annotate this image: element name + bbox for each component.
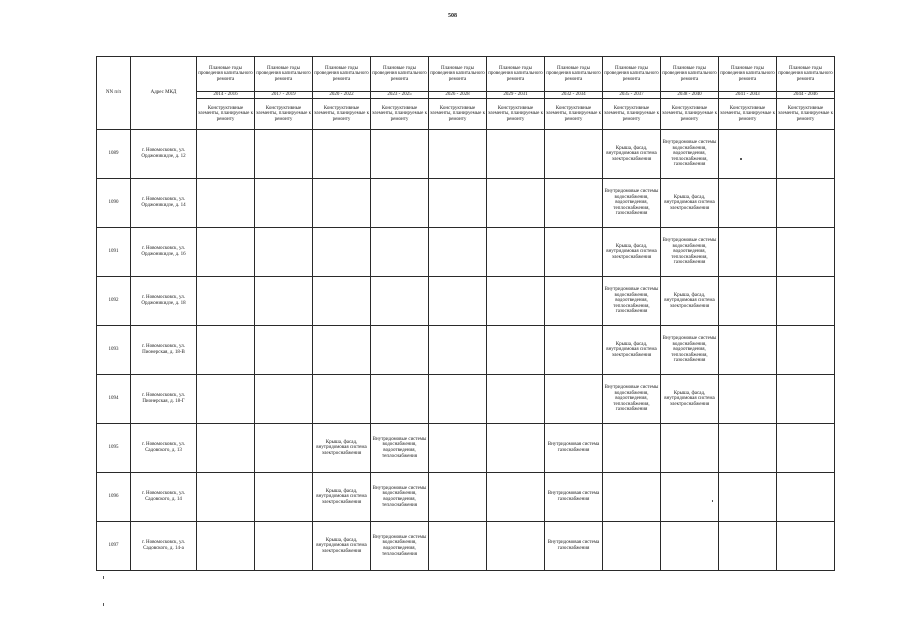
row-number: 1089 (97, 130, 131, 179)
column-header-period: Плановые годы проведения капитального ремонта (719, 57, 777, 92)
repair-elements-cell (603, 473, 661, 522)
table-row (97, 326, 835, 375)
repair-elements-cell (545, 277, 603, 326)
column-header-period: Плановые годы проведения капитального ремонта (371, 57, 429, 92)
column-header-period: Плановые годы проведения капитального ремонта (313, 57, 371, 92)
repair-elements-cell (371, 277, 429, 326)
table-header (97, 57, 835, 130)
column-header-period: Плановые годы проведения капитального ремонта (661, 57, 719, 92)
repair-elements-cell (371, 375, 429, 424)
repair-elements-cell: Крыша, фасад, внутридомовая система электроснабжения (661, 179, 719, 228)
column-header-years: 2041 - 2043 (719, 92, 777, 99)
repair-elements-cell (255, 179, 313, 228)
repair-elements-cell: Внутридомовые системы водоснабжения, водоотведения, теплоснабжения, газоснабжения (661, 326, 719, 375)
repair-elements-cell (661, 473, 719, 522)
repair-elements-cell (719, 130, 777, 179)
repair-elements-cell (777, 277, 835, 326)
repair-elements-cell (719, 424, 777, 473)
repair-elements-cell (603, 522, 661, 571)
repair-elements-cell: Внутридомовая система газоснабжения (545, 473, 603, 522)
repair-elements-cell (487, 522, 545, 571)
column-subheader: Конструктивные элементы, планируемые к ремонту (545, 99, 603, 130)
row-address: г. Новомосковск, ул. Пионерская, д. 18-Г (131, 375, 197, 424)
repair-elements-cell (313, 277, 371, 326)
column-header-period: Плановые годы проведения капитального ремонта (197, 57, 255, 92)
row-address: г. Новомосковск, ул. Пионерская, д. 18-В (131, 326, 197, 375)
column-header-years: 2044 - 2046 (777, 92, 835, 99)
column-header-period: Плановые годы проведения капитального ремонта (545, 57, 603, 92)
repair-elements-cell (197, 277, 255, 326)
column-subheader: Конструктивные элементы, планируемые к ремонту (719, 99, 777, 130)
repair-elements-cell: Внутридомовые системы водоснабжения, водоотведения, теплоснабжения, газоснабжения (661, 228, 719, 277)
repair-elements-cell (255, 277, 313, 326)
row-address: г. Новомосковск, ул. Орджоникидзе, д. 18 (131, 277, 197, 326)
repair-elements-cell (429, 130, 487, 179)
repair-plan-table (96, 56, 835, 571)
repair-elements-cell (313, 375, 371, 424)
column-header-years: 2038 - 2040 (661, 92, 719, 99)
column-header-years: 2026 - 2028 (429, 92, 487, 99)
repair-elements-cell (255, 130, 313, 179)
row-address: г. Новомосковск, ул. Орджоникидзе, д. 12 (131, 130, 197, 179)
column-subheader: Конструктивные элементы, планируемые к ремонту (313, 99, 371, 130)
repair-elements-cell (719, 277, 777, 326)
repair-elements-cell: Внутридомовые системы водоснабжения, водоотведения, теплоснабжения (371, 424, 429, 473)
row-number: 1092 (97, 277, 131, 326)
repair-elements-cell (197, 522, 255, 571)
repair-elements-cell (371, 326, 429, 375)
column-header-years: 2017 - 2019 (255, 92, 313, 99)
scan-speck (103, 603, 104, 606)
repair-elements-cell (197, 179, 255, 228)
row-address: г. Новомосковск, ул. Орджоникидзе, д. 14 (131, 179, 197, 228)
repair-elements-cell: Внутридомовые системы водоснабжения, водоотведения, теплоснабжения, газоснабжения (603, 375, 661, 424)
column-header-years: 2020 - 2022 (313, 92, 371, 99)
repair-elements-cell (545, 179, 603, 228)
repair-elements-cell: Крыша, фасад, внутридомовая система электроснабжения (661, 375, 719, 424)
column-header-period: Плановые годы проведения капитального ремонта (777, 57, 835, 92)
repair-elements-cell (661, 522, 719, 571)
column-header-years: 2035 - 2037 (603, 92, 661, 99)
row-number: 1093 (97, 326, 131, 375)
repair-elements-cell (371, 179, 429, 228)
repair-elements-cell (313, 326, 371, 375)
column-header-number: NN п/п (97, 57, 131, 130)
repair-elements-cell (545, 375, 603, 424)
repair-elements-cell (255, 375, 313, 424)
row-number: 1095 (97, 424, 131, 473)
repair-elements-cell (429, 179, 487, 228)
row-address: г. Новомосковск, ул. Садовского, д. 14-а (131, 522, 197, 571)
row-number: 1094 (97, 375, 131, 424)
repair-elements-cell: Крыша, фасад, внутридомовая система электроснабжения (313, 424, 371, 473)
column-subheader: Конструктивные элементы, планируемые к ремонту (371, 99, 429, 130)
repair-elements-cell (429, 522, 487, 571)
repair-elements-cell (197, 130, 255, 179)
row-address: г. Новомосковск, ул. Орджоникидзе, д. 16 (131, 228, 197, 277)
table-row (97, 277, 835, 326)
repair-elements-cell (719, 473, 777, 522)
repair-elements-cell (777, 473, 835, 522)
repair-elements-cell (487, 277, 545, 326)
repair-elements-cell (197, 473, 255, 522)
repair-elements-cell (719, 326, 777, 375)
column-subheader: Конструктивные элементы, планируемые к ремонту (197, 99, 255, 130)
column-header-address: Адрес МКД (131, 57, 197, 130)
column-header-years: 2029 - 2031 (487, 92, 545, 99)
column-subheader: Конструктивные элементы, планируемые к ремонту (777, 99, 835, 130)
repair-elements-cell (487, 326, 545, 375)
repair-elements-cell (429, 326, 487, 375)
repair-elements-cell (719, 228, 777, 277)
repair-elements-cell: Внутридомовая система газоснабжения (545, 424, 603, 473)
column-subheader: Конструктивные элементы, планируемые к ремонту (661, 99, 719, 130)
table-row (97, 179, 835, 228)
repair-elements-cell: Крыша, фасад, внутридомовая система электроснабжения (661, 277, 719, 326)
row-address: г. Новомосковск, ул. Садовского, д. 14 (131, 473, 197, 522)
repair-elements-cell (255, 473, 313, 522)
repair-elements-cell: Крыша, фасад, внутридомовая система электроснабжения (313, 522, 371, 571)
repair-elements-cell (197, 424, 255, 473)
repair-elements-cell (371, 130, 429, 179)
column-header-period: Плановые годы проведения капитального ремонта (255, 57, 313, 92)
repair-elements-cell (255, 522, 313, 571)
repair-elements-cell: Внутридомовые системы водоснабжения, водоотведения, теплоснабжения (371, 522, 429, 571)
row-number: 1097 (97, 522, 131, 571)
repair-elements-cell: Внутридомовые системы водоснабжения, водоотведения, теплоснабжения, газоснабжения (603, 179, 661, 228)
repair-elements-cell (661, 424, 719, 473)
table-row (97, 375, 835, 424)
repair-elements-cell (371, 228, 429, 277)
repair-elements-cell (487, 424, 545, 473)
table-row (97, 473, 835, 522)
column-subheader: Конструктивные элементы, планируемые к ремонту (487, 99, 545, 130)
repair-elements-cell (255, 326, 313, 375)
column-subheader: Конструктивные элементы, планируемые к ремонту (603, 99, 661, 130)
repair-elements-cell (429, 277, 487, 326)
table-row (97, 424, 835, 473)
repair-elements-cell (777, 228, 835, 277)
repair-elements-cell (255, 424, 313, 473)
repair-elements-cell (313, 179, 371, 228)
column-subheader: Конструктивные элементы, планируемые к ремонту (255, 99, 313, 130)
repair-elements-cell: Внутридомовые системы водоснабжения, водоотведения, теплоснабжения, газоснабжения (603, 277, 661, 326)
page-number: 508 (448, 13, 457, 19)
scan-speck (740, 158, 742, 160)
repair-elements-cell (545, 130, 603, 179)
repair-elements-cell: Крыша, фасад, внутридомовая система электроснабжения (603, 130, 661, 179)
repair-elements-cell (777, 375, 835, 424)
table-row (97, 522, 835, 571)
repair-elements-cell (487, 473, 545, 522)
repair-elements-cell (603, 424, 661, 473)
repair-elements-cell (719, 522, 777, 571)
column-header-period: Плановые годы проведения капитального ремонта (603, 57, 661, 92)
repair-elements-cell (777, 130, 835, 179)
repair-elements-cell (429, 375, 487, 424)
column-header-years: 2032 - 2034 (545, 92, 603, 99)
repair-elements-cell (777, 522, 835, 571)
repair-elements-cell (429, 424, 487, 473)
repair-elements-cell (719, 179, 777, 228)
repair-elements-cell: Крыша, фасад, внутридомовая система электроснабжения (603, 228, 661, 277)
repair-elements-cell (545, 326, 603, 375)
row-number: 1090 (97, 179, 131, 228)
repair-elements-cell (777, 424, 835, 473)
column-subheader: Конструктивные элементы, планируемые к ремонту (429, 99, 487, 130)
scan-speck (103, 576, 104, 579)
repair-elements-cell (255, 228, 313, 277)
repair-elements-cell: Крыша, фасад, внутридомовая система электроснабжения (313, 473, 371, 522)
repair-elements-cell (777, 179, 835, 228)
repair-elements-cell (429, 228, 487, 277)
repair-elements-cell (487, 130, 545, 179)
table-body (97, 130, 835, 571)
column-header-years: 2023 - 2025 (371, 92, 429, 99)
column-header-period: Плановые годы проведения капитального ремонта (429, 57, 487, 92)
repair-elements-cell (545, 228, 603, 277)
table-row (97, 130, 835, 179)
repair-elements-cell (777, 326, 835, 375)
repair-elements-cell (487, 375, 545, 424)
row-number: 1096 (97, 473, 131, 522)
row-address: г. Новомосковск, ул. Садовского, д. 13 (131, 424, 197, 473)
repair-elements-cell: Крыша, фасад, внутридомовая система электроснабжения (603, 326, 661, 375)
repair-elements-cell (197, 228, 255, 277)
repair-elements-cell: Внутридомовые системы водоснабжения, водоотведения, теплоснабжения (371, 473, 429, 522)
column-header-period: Плановые годы проведения капитального ремонта (487, 57, 545, 92)
table-row (97, 228, 835, 277)
repair-elements-cell (487, 228, 545, 277)
repair-elements-cell (313, 130, 371, 179)
repair-elements-cell (719, 375, 777, 424)
scan-speck (712, 500, 713, 502)
column-header-years: 2014 - 2016 (197, 92, 255, 99)
repair-elements-cell: Внутридомовая система газоснабжения (545, 522, 603, 571)
repair-elements-cell (429, 473, 487, 522)
repair-elements-cell: Внутридомовые системы водоснабжения, водоотведения, теплоснабжения, газоснабжения (661, 130, 719, 179)
repair-elements-cell (487, 179, 545, 228)
row-number: 1091 (97, 228, 131, 277)
repair-elements-cell (197, 326, 255, 375)
repair-elements-cell (197, 375, 255, 424)
repair-elements-cell (313, 228, 371, 277)
